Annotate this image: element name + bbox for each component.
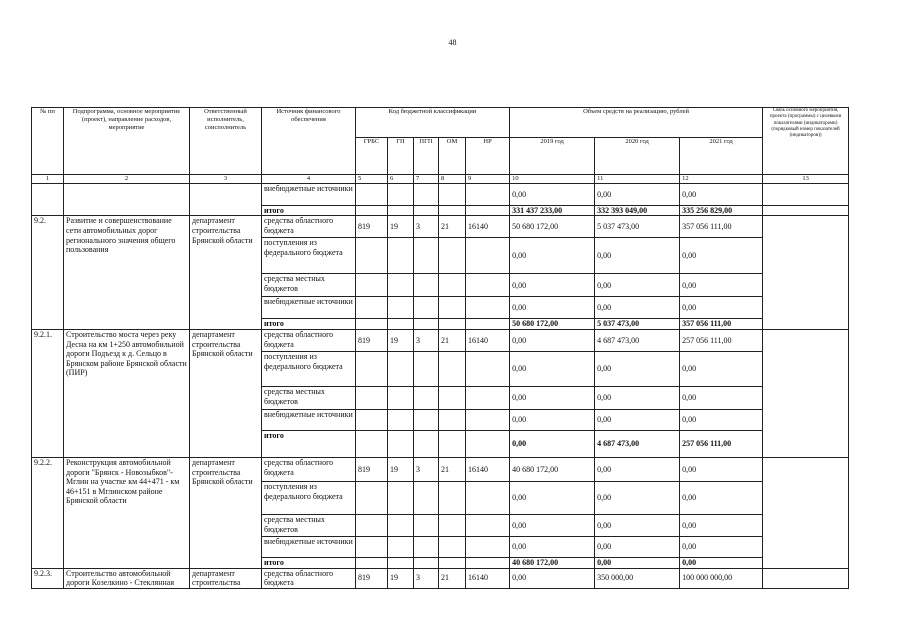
value-2019: 40 680 172,00 <box>510 557 595 568</box>
source-offbudget: внебюджетные источники <box>262 536 356 557</box>
code-nr: 16140 <box>466 329 510 351</box>
value-2021: 257 056 111,00 <box>680 329 763 351</box>
source-local: средства местных бюджетов <box>262 274 356 297</box>
value-2019: 0,00 <box>510 430 595 457</box>
source-regional: средства областного бюджета <box>262 568 356 588</box>
table-row <box>32 329 849 351</box>
row-responsible: департамент строительства Брянской области <box>190 329 262 457</box>
code-gp: 19 <box>388 568 414 588</box>
value-2021: 357 056 111,00 <box>680 319 763 330</box>
code-pgp: 3 <box>414 457 439 481</box>
column-number-row <box>32 175 849 184</box>
value-2021: 0,00 <box>680 351 763 386</box>
value-2020: 0,00 <box>595 274 680 297</box>
source-offbudget: внебюджетные источники <box>262 409 356 430</box>
value-2021: 0,00 <box>680 514 763 536</box>
value-2019: 0,00 <box>510 274 595 297</box>
header-name: Подпрограмма, основное мероприятие (проект), направление расходов, мероприятие <box>64 108 190 175</box>
header-2019: 2019 год <box>510 138 595 175</box>
value-2019: 0,00 <box>510 409 595 430</box>
value-2021: 0,00 <box>680 386 763 409</box>
value-2021: 0,00 <box>680 183 763 205</box>
row-responsible: департамент строительства Брянской области <box>190 457 262 568</box>
source-regional: средства областного бюджета <box>262 216 356 238</box>
code-gp: 19 <box>388 329 414 351</box>
table-row <box>32 457 849 481</box>
row-number: 9.2.3. <box>32 568 64 588</box>
header-pgp: ПГП <box>414 138 439 175</box>
value-2020: 0,00 <box>595 536 680 557</box>
value-2020: 0,00 <box>595 386 680 409</box>
code-nr: 16140 <box>466 457 510 481</box>
value-2021: 0,00 <box>680 457 763 481</box>
header-source: Источник финансового обеспечения <box>262 108 356 175</box>
row-name: Строительство автомобильной дороги Козелкино - Стеклянная <box>64 568 190 588</box>
value-2021: 335 256 829,00 <box>680 205 763 216</box>
row-name: Строительство моста через реку Десна на км 1+250 автомобильной дороги Подъезд к д. Сельцо в Брянском районе Брянской области (ПИР) <box>64 329 190 457</box>
row-number: 9.2.1. <box>32 329 64 457</box>
header-responsible: Ответственный исполнитель, соисполнитель <box>190 108 262 175</box>
header-2021: 2021 год <box>680 138 763 175</box>
header-gp: ГП <box>388 138 414 175</box>
value-2020: 4 687 473,00 <box>595 430 680 457</box>
col-number: 8 <box>439 175 466 184</box>
value-2020: 0,00 <box>595 514 680 536</box>
value-2020: 0,00 <box>595 409 680 430</box>
header-nr: НР <box>466 138 510 175</box>
code-om: 21 <box>439 216 466 238</box>
source-regional: средства областного бюджета <box>262 457 356 481</box>
value-2021: 0,00 <box>680 536 763 557</box>
value-2019: 50 680 172,00 <box>510 319 595 330</box>
source-total: итого <box>262 319 356 330</box>
col-number: 6 <box>388 175 414 184</box>
col-number: 2 <box>64 175 190 184</box>
value-2019: 0,00 <box>510 351 595 386</box>
code-nr: 16140 <box>466 568 510 588</box>
table-row <box>32 216 849 238</box>
value-2019: 40 680 172,00 <box>510 457 595 481</box>
code-pgp: 3 <box>414 216 439 238</box>
budget-table <box>31 107 849 589</box>
col-number: 13 <box>763 175 849 184</box>
value-2021: 0,00 <box>680 274 763 297</box>
col-number: 3 <box>190 175 262 184</box>
header-num: № пп <box>32 108 64 175</box>
value-2021: 0,00 <box>680 409 763 430</box>
row-responsible: департамент строительства Брянской области <box>190 216 262 330</box>
source-local: средства местных бюджетов <box>262 514 356 536</box>
row-number: 9.2.2. <box>32 457 64 568</box>
header-link: Связь основного мероприятия, проекта (программы) с целевыми показателями (индикаторами) (порядковый номер показателей (индикаторов)) <box>763 108 849 175</box>
header-2020: 2020 год <box>595 138 680 175</box>
row-responsible: департамент строительства <box>190 568 262 588</box>
value-2020: 0,00 <box>595 183 680 205</box>
code-gp: 19 <box>388 216 414 238</box>
code-grbs: 819 <box>356 568 388 588</box>
value-2021: 357 056 111,00 <box>680 216 763 238</box>
source-local: средства местных бюджетов <box>262 386 356 409</box>
header-om: ОМ <box>439 138 466 175</box>
code-pgp: 3 <box>414 329 439 351</box>
col-number: 11 <box>595 175 680 184</box>
source-total: итого <box>262 557 356 568</box>
code-nr: 16140 <box>466 216 510 238</box>
value-2019: 331 437 233,00 <box>510 205 595 216</box>
value-2020: 0,00 <box>595 238 680 274</box>
col-number: 10 <box>510 175 595 184</box>
value-2020: 332 393 049,00 <box>595 205 680 216</box>
header-grbs: ГРБС <box>356 138 388 175</box>
table-row <box>32 183 849 205</box>
value-2021: 0,00 <box>680 238 763 274</box>
row-name: Развитие и совершенствование сети автомобильных дорог регионального значения общего пользования <box>64 216 190 330</box>
header-budget-code: Код бюджетной классификации <box>356 108 510 138</box>
source-federal: поступления из федерального бюджета <box>262 351 356 386</box>
value-2019: 0,00 <box>510 238 595 274</box>
value-2020: 0,00 <box>595 557 680 568</box>
value-2019: 50 680 172,00 <box>510 216 595 238</box>
row-number: 9.2. <box>32 216 64 330</box>
value-2020: 0,00 <box>595 297 680 319</box>
source-federal: поступления из федерального бюджета <box>262 481 356 514</box>
header-volume: Объем средств на реализацию, рублей <box>510 108 763 138</box>
value-2019: 0,00 <box>510 386 595 409</box>
code-pgp: 3 <box>414 568 439 588</box>
col-number: 9 <box>466 175 510 184</box>
value-2021: 257 056 111,00 <box>680 430 763 457</box>
code-om: 21 <box>439 457 466 481</box>
code-grbs: 819 <box>356 457 388 481</box>
code-grbs: 819 <box>356 329 388 351</box>
source-regional: средства областного бюджета <box>262 329 356 351</box>
col-number: 12 <box>680 175 763 184</box>
value-2020: 0,00 <box>595 457 680 481</box>
code-gp: 19 <box>388 457 414 481</box>
source-offbudget: внебюджетные источники <box>262 297 356 319</box>
value-2021: 100 000 000,00 <box>680 568 763 588</box>
value-2019: 0,00 <box>510 536 595 557</box>
value-2019: 0,00 <box>510 514 595 536</box>
value-2021: 0,00 <box>680 297 763 319</box>
value-2020: 4 687 473,00 <box>595 329 680 351</box>
value-2020: 0,00 <box>595 351 680 386</box>
value-2021: 0,00 <box>680 557 763 568</box>
col-number: 1 <box>32 175 64 184</box>
col-number: 4 <box>262 175 356 184</box>
code-om: 21 <box>439 568 466 588</box>
value-2019: 0,00 <box>510 297 595 319</box>
value-2020: 5 037 473,00 <box>595 319 680 330</box>
page-number: 48 <box>448 38 457 47</box>
code-om: 21 <box>439 329 466 351</box>
table-row <box>32 568 849 588</box>
col-number: 5 <box>356 175 388 184</box>
source-total: итого <box>262 430 356 457</box>
value-2020: 0,00 <box>595 481 680 514</box>
source-offbudget: внебюджетные источники <box>262 183 356 205</box>
value-2019: 0,00 <box>510 183 595 205</box>
source-federal: поступления из федерального бюджета <box>262 238 356 274</box>
col-number: 7 <box>414 175 439 184</box>
code-grbs: 819 <box>356 216 388 238</box>
value-2021: 0,00 <box>680 481 763 514</box>
value-2020: 350 000,00 <box>595 568 680 588</box>
value-2019: 0,00 <box>510 568 595 588</box>
row-name: Реконструкция автомобильной дороги "Брянск - Новозыбков"- Мглин на участке км 44+471 - км 46+151 в Мглинском районе Брянской области <box>64 457 190 568</box>
source-total: итого <box>262 205 356 216</box>
value-2019: 0,00 <box>510 329 595 351</box>
value-2019: 0,00 <box>510 481 595 514</box>
value-2020: 5 037 473,00 <box>595 216 680 238</box>
